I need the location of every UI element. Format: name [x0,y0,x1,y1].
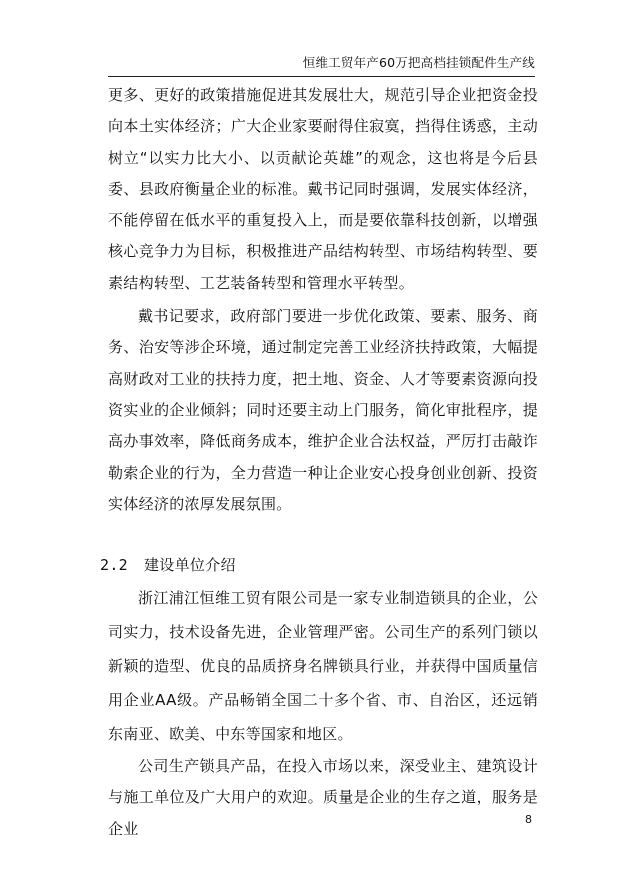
header-title: 恒维工贸年产60万把高档挂锁配件生产线 [302,55,535,70]
section-heading [100,550,538,581]
body-paragraph-2: 戴书记要求，政府部门要进一步优化政策、要素、服务、商务、治安等涉企环境，通过制定完善工业经济扶持政策，大幅提高财政对工业的扶持力度，把土地、资金、人才等要素资源向投资实业的企业倾斜；同时还要主动上门服务，简化审批程序，提高办事效率，降低商务成本，维护企业合法权益，严厉打击敲诈勒索企业的行为，全力营造一种让企业安心投身创业创新、投资实体经济的浓厚发展氛围。 [108,307,538,513]
page-header [108,54,535,77]
section-title-text: 建设单位介绍 [144,556,236,575]
section-paragraph-1: 浙江浦江恒维工贸有限公司是一家专业制造锁具的企业，公司实力，技术设备先进，企业管理严密。公司生产的系列门锁以新颖的造型、优良的品质挤身名牌锁具行业，并获得中国质量信用企业AA级。产品畅销全国二十多个省、市、自治区，还远销东南亚、欧美、中东等国家和地区。 [108,589,538,744]
section-paragraph-2: 公司生产锁具产品，在投入市场以来，深受业主、建筑设计与施工单位及广大用户的欢迎。质量是企业的生存之道，服务是企业 [108,757,538,838]
page-number: 8 [525,813,532,826]
section-number: 2.2 [100,556,128,575]
document-body [100,80,538,845]
body-paragraph-1: 更多、更好的政策措施促进其发展壮大，规范引导企业把资金投向本土实体经济；广大企业家要耐得住寂寞，挡得住诱惑，主动树立“以实力比大小、以贡献论英雄”的观念，这也将是今后县委、县政府衡量企业的标准。戴书记同时强调，发展实体经济，不能停留在低水平的重复投入上，而是要依靠科技创新，以增强核心竞争力为目标，积极推进产品结构转型、市场结构转型、要素结构转型、工艺装备转型和管理水平转型。 [108,86,538,292]
